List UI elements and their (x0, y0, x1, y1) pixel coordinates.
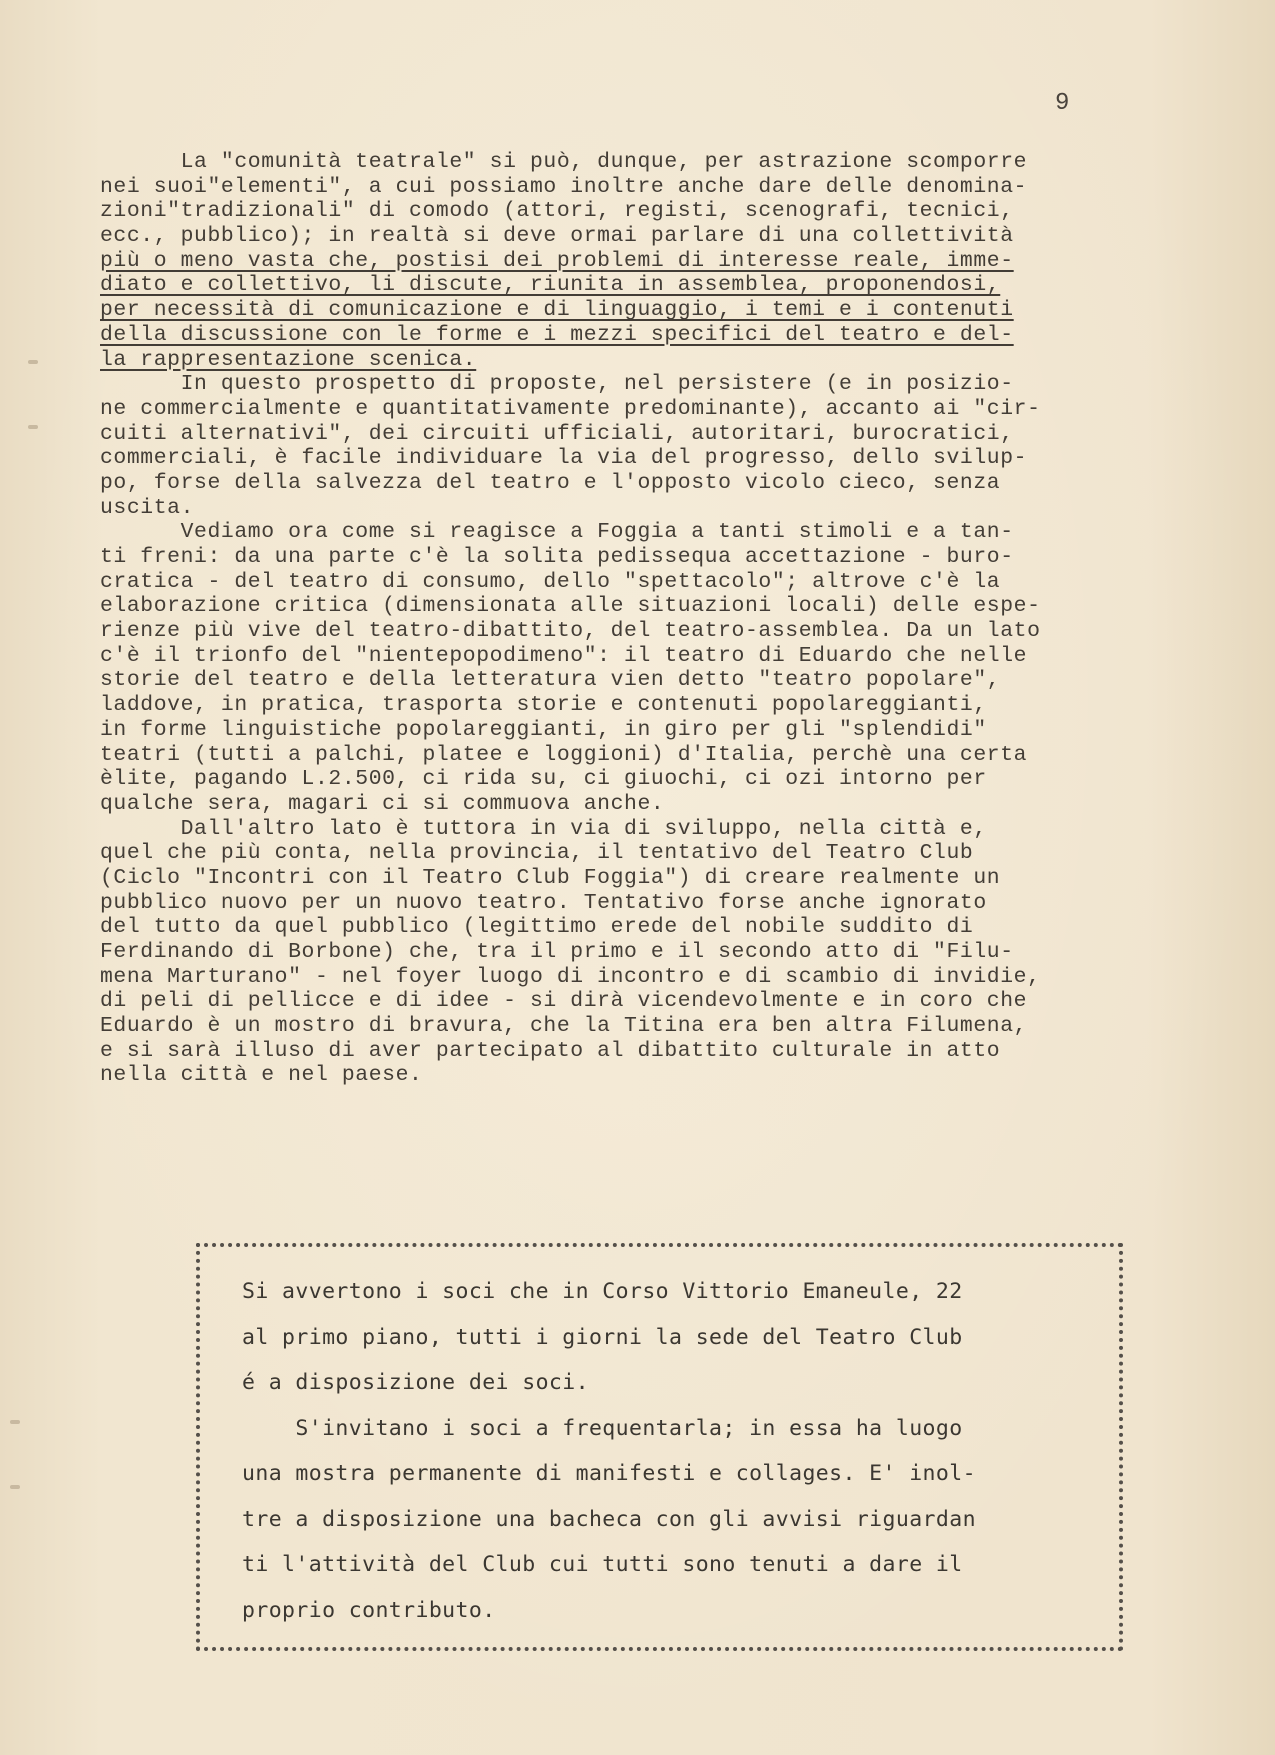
punch-mark (10, 1485, 20, 1489)
body-line: nella città e nel paese. (100, 1063, 423, 1088)
punch-mark (28, 425, 38, 429)
body-line: Ferdinando di Borbone) che, tra il primo e il secondo atto di "Filu- (100, 940, 1014, 964)
body-line: c'è il trionfo del "nientepopodimeno": il teatro di Eduardo che nelle (100, 643, 1028, 668)
body-line: ne commercialmente e quantitativamente predominante), accanto ai "cir- (100, 396, 1041, 421)
body-line: Eduardo è un mostro di bravura, che la Titina era ben altra Filumena, (100, 1014, 1028, 1039)
body-line: quel che più conta, nella provincia, il tentativo del Teatro Club (100, 841, 974, 866)
body-line: nei suoi"elementi", a cui possiamo inoltre anche dare delle denomina- (100, 174, 1028, 199)
body-line: zioni"tradizionali" di comodo (attori, registi, scenografi, tecnici, (100, 199, 1014, 224)
notice-text (242, 1269, 1092, 1633)
body-line: più o meno vasta che, postisi dei problemi di interesse reale, imme- (100, 248, 1014, 273)
body-line: di peli di pellicce e di idee - si dirà vicendevolmente e in coro che (100, 989, 1028, 1014)
body-line: Vediamo ora come si reagisce a Foggia a tanti stimoli e a tan- (100, 520, 1014, 545)
body-line: del tutto da quel pubblico (legittimo erede del nobile suddito di (100, 915, 974, 940)
body-line: qualche sera, magari ci si commuova anche. (100, 791, 665, 816)
body-line: elaborazione critica (dimensionata alle situazioni locali) delle espe- (100, 594, 1041, 619)
body-line: po, forse della salvezza del teatro e l'opposto vicolo cieco, senza (100, 470, 1001, 495)
notice-line: S'invitano i soci a frequentarla; in essa ha luogo (242, 1415, 963, 1441)
notice-line: é a disposizione dei soci. (242, 1370, 589, 1395)
body-line: mena Marturano" - nel foyer luogo di incontro e di scambio di invidie, (100, 964, 1041, 989)
body-line: La "comunità teatrale" si può, dunque, per astrazione scomporre (100, 150, 1028, 174)
body-line: teatri (tutti a palchi, platee e loggioni) d'Italia, perchè una certa (100, 742, 1028, 767)
body-line: Dall'altro lato è tuttora in via di sviluppo, nella città e, (100, 816, 987, 841)
body-line: per necessità di comunicazione e di linguaggio, i temi e i contenuti (100, 298, 1014, 323)
body-line: laddove, in pratica, trasporta storie e contenuti popolareggianti, (100, 693, 987, 718)
body-line: èlite, pagando L.2.500, ci rida su, ci giuochi, ci ozi intorno per (100, 767, 987, 792)
body-line: (Ciclo "Incontri con il Teatro Club Foggia") di creare realmente un (100, 865, 1001, 890)
body-text (100, 150, 1180, 1088)
notice-line: proprio contributo. (242, 1597, 496, 1623)
body-line: e si sarà illuso di aver partecipato al dibattito culturale in atto (100, 1038, 1001, 1063)
punch-mark (10, 1420, 20, 1424)
body-line: commerciali, è facile individuare la via del progresso, dello svilup- (100, 446, 1028, 471)
body-line: uscita. (100, 495, 195, 520)
page-number: 9 (1055, 90, 1070, 117)
body-line: cuiti alternativi", dei circuiti ufficiali, autoritari, burocratici, (100, 421, 1014, 446)
body-line: rienze più vive del teatro-dibattito, del teatro-assemblea. Da un lato (100, 619, 1041, 644)
body-line: storie del teatro e della letteratura vien detto "teatro popolare", (100, 668, 1001, 693)
notice-box (196, 1243, 1123, 1651)
notice-line: tre a disposizione una bacheca con gli avvisi riguardan (242, 1506, 976, 1532)
body-line: diato e collettivo, li discute, riunita in assemblea, proponendosi, (100, 273, 1001, 298)
notice-line: Si avvertono i soci che in Corso Vittorio Emaneule, 22 (242, 1279, 963, 1304)
body-line: la rappresentazione scenica. (100, 347, 477, 372)
body-line: cratica - del teatro di consumo, dello "spettacolo"; altrove c'è la (100, 569, 1001, 594)
body-line: ecc., pubblico); in realtà si deve ormai parlare di una collettività (100, 224, 1014, 249)
notice-line: una mostra permanente di manifesti e collages. E' inol- (242, 1461, 976, 1486)
body-line: della discussione con le forme e i mezzi specifici del teatro e del- (100, 322, 1014, 347)
body-line: In questo prospetto di proposte, nel persistere (e in posizio- (100, 372, 1014, 397)
body-line: in forme linguistiche popolareggianti, in giro per gli "splendidi" (100, 717, 987, 742)
body-line: ti freni: da una parte c'è la solita pedissequa accettazione - buro- (100, 545, 1014, 569)
body-line: pubblico nuovo per un nuovo teatro. Tentativo forse anche ignorato (100, 890, 987, 915)
punch-mark (28, 360, 38, 364)
notice-line: al primo piano, tutti i giorni la sede del Teatro Club (242, 1324, 963, 1350)
notice-line: ti l'attività del Club cui tutti sono tenuti a dare il (242, 1552, 963, 1577)
